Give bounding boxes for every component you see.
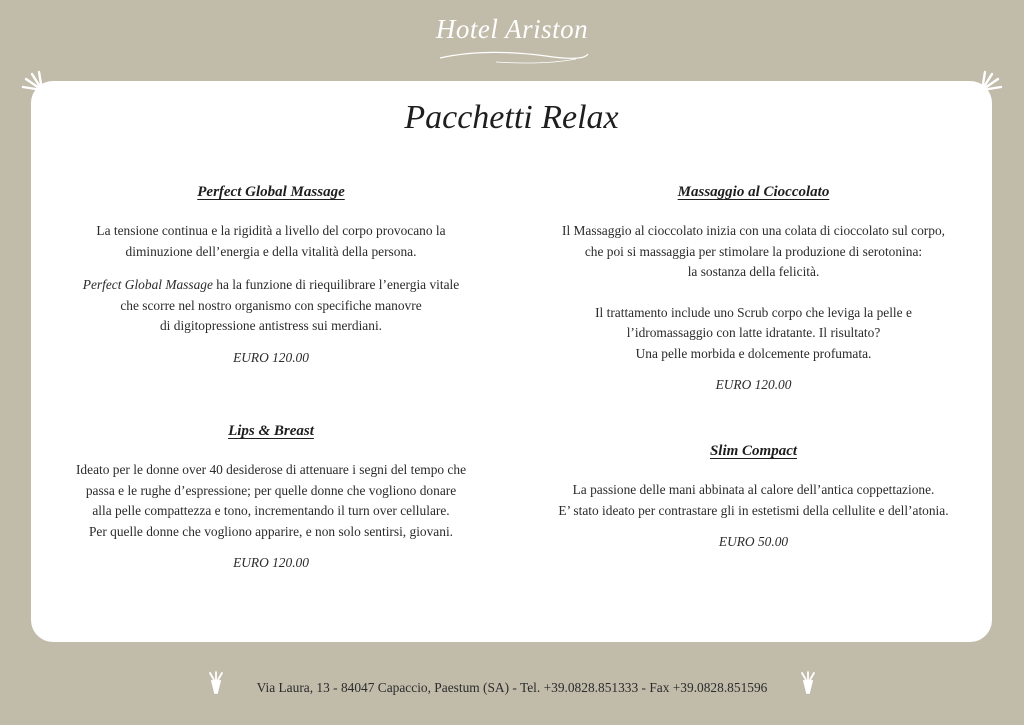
text-line: che scorre nel nostro organismo con specifiche manovre xyxy=(120,297,422,313)
text-line: E’ stato ideato per contrastare gli in estetismi della cellulite e dell’atonia. xyxy=(558,502,949,518)
text-line: Per quelle donne che vogliono apparire, e non solo sentirsi, giovani. xyxy=(88,523,454,539)
footer-address: Via Laura, 13 - 84047 Capaccio, Paestum (SA) - Tel. +39.0828.851333 - Fax +39.0828.851596 xyxy=(256,680,768,695)
section-paragraph xyxy=(56,460,486,542)
page-title: Pacchetti Relax xyxy=(404,99,619,136)
emphasis-text: Perfect Global Massage xyxy=(82,277,213,292)
text-line: l’idromassaggio con latte idratante. Il risultato? xyxy=(626,325,881,340)
section-paragraph xyxy=(531,480,976,521)
section-paragraph xyxy=(531,221,976,283)
section-massaggio-cioccolato xyxy=(531,184,976,393)
section-paragraph xyxy=(61,221,481,262)
section-paragraph xyxy=(531,303,976,365)
text-line: passa e le rughe d’espressione; per quelle donne che vogliono donare xyxy=(85,482,457,498)
torch-ornament-icon xyxy=(799,671,817,695)
text-line: diminuzione dell’energia e della vitalità della persona. xyxy=(125,243,417,259)
hotel-logo: Hotel Ariston xyxy=(435,14,589,44)
section-slim-compact xyxy=(531,443,976,550)
text-line: Il trattamento include uno Scrub corpo che leviga la pelle e xyxy=(595,304,912,320)
price-label: EURO 120.00 xyxy=(233,555,309,570)
text-line: La passione delle mani abbinata al calore dell’antica coppettazione. xyxy=(572,482,935,497)
text-line: di digitopressione antistress sui merdiani. xyxy=(159,318,383,333)
text-line xyxy=(61,275,481,296)
section-heading: Slim Compact xyxy=(709,443,798,459)
price-label: EURO 120.00 xyxy=(233,349,309,365)
section-perfect-global-massage xyxy=(61,184,481,366)
price-label: EURO 120.00 xyxy=(715,377,792,392)
section-lips-breast xyxy=(56,423,486,571)
content-card xyxy=(31,81,992,642)
logo-swash-icon xyxy=(436,48,592,66)
text-line: Ideato per le donne over 40 desiderose di attenuare i segni del tempo che xyxy=(75,462,467,477)
text-line: che poi si massaggia per stimolare la produzione di serotonina: xyxy=(584,243,923,259)
text-line: la sostanza della felicità. xyxy=(687,264,820,279)
text-line: alla pelle compattezza e tono, incrementando il turn over cellulare. xyxy=(92,503,450,518)
section-heading: Perfect Global Massage xyxy=(197,184,345,200)
text-fragment: ha la funzione di riequilibrare l’energia vitale xyxy=(212,277,460,292)
text-line: Una pelle morbida e dolcemente profumata. xyxy=(635,345,872,361)
section-heading: Lips & Breast xyxy=(228,423,314,439)
text-line: Il Massaggio al cioccolato inizia con una colata di cioccolato sul corpo, xyxy=(562,223,945,238)
section-paragraph xyxy=(61,275,481,337)
section-heading: Massaggio al Cioccolato xyxy=(677,184,830,200)
text-line: La tensione continua e la rigidità a livello del corpo provocano la xyxy=(96,223,446,238)
price-label: EURO 50.00 xyxy=(718,534,789,549)
